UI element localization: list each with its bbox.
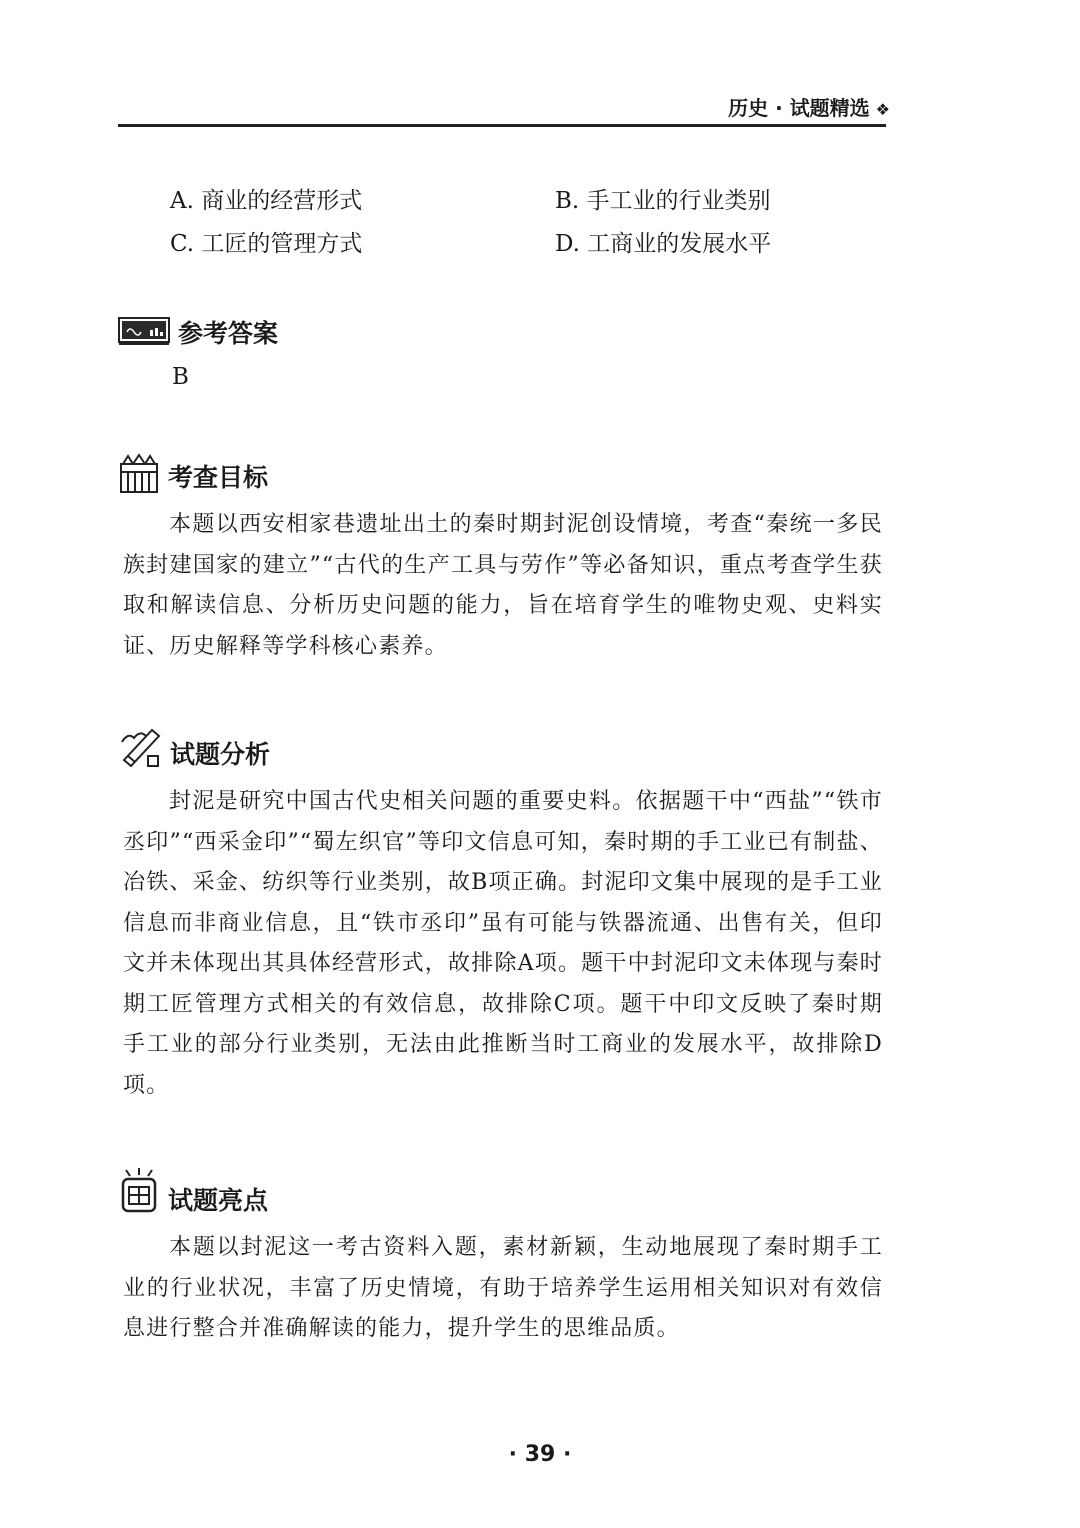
option-c: C. 工匠的管理方式 [170,231,363,257]
highlight-paragraph: 本题以封泥这一考古资料入题，素材新颖，生动地展现了秦时期手工业的行业状况，丰富了历史情境，有助于培养学生运用相关知识对有效信息进行整合并准确解读的能力，提升学生的思维品质。 [123,1235,883,1341]
running-header [690,92,890,122]
option-d: D. 工商业的发展水平 [555,231,772,257]
objective-title: 考查目标 [168,463,269,492]
page-number: · 39 · [508,1442,572,1467]
header-decoration: ❖ [875,100,890,119]
analysis-title: 试题分析 [170,740,271,769]
objective-paragraph: 本题以西安相家巷遗址出土的秦时期封泥创设情境，考查“秦统一多民族封建国家的建立”“古代的生产工具与劳作”等必备知识，重点考查学生获取和解读信息、分析历史问题的能力，旨在培育学生的唯物史观、史料实证、历史解释等学科核心素养。 [123,512,883,659]
header-title: 历史 · 试题精选 [728,96,870,120]
lamp-icon [118,1168,160,1214]
answer-title: 参考答案 [178,319,279,348]
analysis-paragraph: 封泥是研究中国古代史相关问题的重要史料。依据题干中“西盐”“铁市丞印”“西采金印”“蜀左织官”等印文信息可知，秦时期的手工业已有制盐、冶铁、采金、纺织等行业类别，故B项正确。封泥印文集中展现的是手工业信息而非商业信息，且“铁市丞印”虽有可能与铁器流通、出售有关，但印文并未体现出其具体经营形式，故排除A项。题干中封泥印文未体现与秦时期工匠管理方式相关的有效信息，故排除C项。题干中印文反映了秦时期手工业的部分行业类别，无法由此推断当时工商业的发展水平，故排除D项。 [123,789,883,1098]
option-b: B. 手工业的行业类别 [555,188,771,214]
answer-value: B [172,364,189,390]
pencil-icon [118,722,164,768]
option-a: A. 商业的经营形式 [170,188,363,214]
books-icon [118,452,160,494]
highlight-title: 试题亮点 [168,1186,269,1215]
header-rule [118,124,886,127]
blackboard-icon [118,316,170,346]
